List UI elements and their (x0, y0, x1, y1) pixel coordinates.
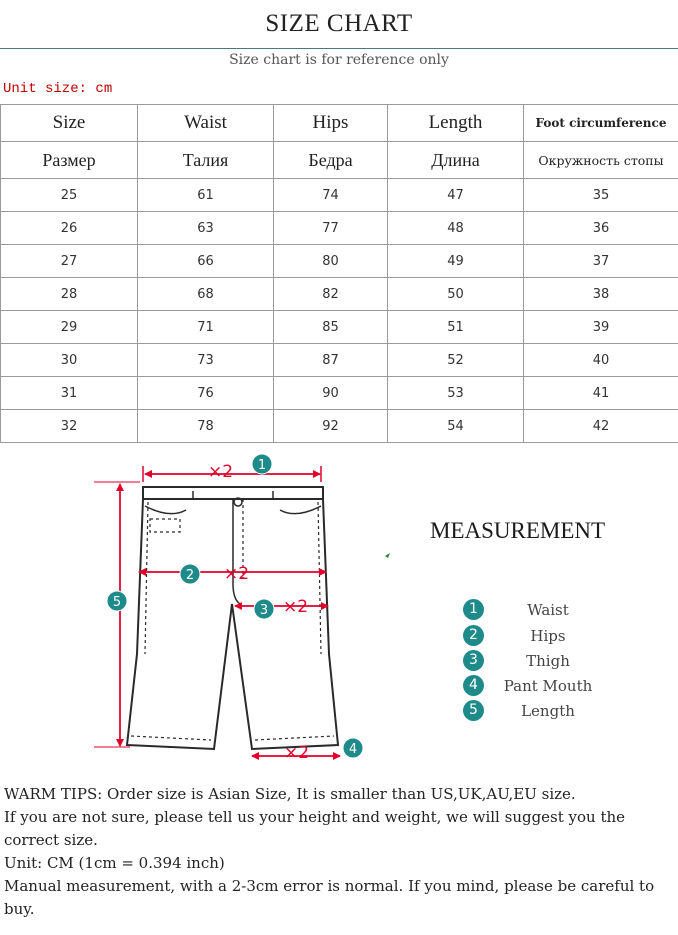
table-cell: 66 (138, 245, 274, 278)
table-cell: 47 (388, 179, 524, 212)
table-cell: 87 (274, 344, 388, 377)
table-row (1, 377, 678, 410)
table-cell: 25 (1, 179, 138, 212)
table-cell: 28 (1, 278, 138, 311)
table-cell: 74 (274, 179, 388, 212)
table-row (1, 344, 678, 377)
table-cell: 71 (138, 311, 274, 344)
title-divider (0, 48, 678, 49)
page-subtitle: Size chart is for reference only (229, 52, 449, 68)
table-cell: 41 (524, 377, 678, 410)
table-cell: 48 (388, 212, 524, 245)
table-cell: 51 (388, 311, 524, 344)
marker-mouth: 4 (348, 742, 358, 757)
table-row (1, 311, 678, 344)
header-cell: Foot circumference (524, 105, 678, 142)
header-cell: Размер (1, 142, 138, 179)
table-cell: 73 (138, 344, 274, 377)
legend-label: Hips (530, 627, 566, 645)
unit-label: Unit size: cm (3, 81, 113, 97)
table-cell: 37 (524, 245, 678, 278)
table-row (1, 278, 678, 311)
table-cell: 27 (1, 245, 138, 278)
table-header-en (1, 105, 678, 142)
table-cell: 36 (524, 212, 678, 245)
table-cell: 61 (138, 179, 274, 212)
tip-line: Unit: CM (1cm = 0.394 inch) (4, 854, 225, 872)
legend-number-badge: 5 (463, 700, 484, 721)
header-cell: Length (388, 105, 524, 142)
marker-hips: 2 (185, 568, 195, 583)
legend-item-length (463, 700, 663, 722)
table-cell: 82 (274, 278, 388, 311)
table-cell: 52 (388, 344, 524, 377)
header-cell: Талия (138, 142, 274, 179)
waist-multiplier: ×2 (208, 462, 234, 482)
table-cell: 32 (1, 410, 138, 443)
legend-number-badge: 2 (463, 625, 484, 646)
legend-number-badge: 3 (463, 650, 484, 671)
warm-tips (4, 783, 676, 921)
table-cell: 53 (388, 377, 524, 410)
measurement-title: MEASUREMENT (430, 518, 606, 543)
marker-waist: 1 (257, 458, 267, 473)
table-row (1, 410, 678, 443)
tip-line: Manual measurement, with a 2-3cm error is normal. If you mind, please be careful to buy. (4, 877, 655, 918)
table-cell: 38 (524, 278, 678, 311)
table-cell: 76 (138, 377, 274, 410)
table-cell: 80 (274, 245, 388, 278)
green-tick-icon (385, 553, 390, 558)
marker-length: 5 (112, 595, 122, 610)
table-row (1, 245, 678, 278)
thigh-multiplier: ×2 (283, 597, 309, 617)
tip-line: WARM TIPS: Order size is Asian Size, It is smaller than US,UK,AU,EU size. (4, 785, 576, 803)
table-cell: 50 (388, 278, 524, 311)
table-cell: 49 (388, 245, 524, 278)
header-cell: Waist (138, 105, 274, 142)
table-cell: 92 (274, 410, 388, 443)
header-cell: Hips (274, 105, 388, 142)
page-title: SIZE CHART (265, 10, 413, 37)
size-table (0, 104, 678, 443)
header-cell: Бедра (274, 142, 388, 179)
table-cell: 54 (388, 410, 524, 443)
table-cell: 63 (138, 212, 274, 245)
legend-item-pant-mouth (463, 675, 663, 697)
table-row (1, 179, 678, 212)
shorts-outline (127, 487, 338, 749)
legend-label: Thigh (526, 652, 570, 670)
legend-label: Pant Mouth (503, 677, 593, 695)
table-cell: 68 (138, 278, 274, 311)
header-cell: Size (1, 105, 138, 142)
legend-label: Length (521, 702, 575, 720)
table-cell: 85 (274, 311, 388, 344)
table-cell: 35 (524, 179, 678, 212)
table-cell: 40 (524, 344, 678, 377)
table-cell: 90 (274, 377, 388, 410)
table-cell: 30 (1, 344, 138, 377)
table-row (1, 212, 678, 245)
hips-multiplier: ×2 (224, 564, 250, 584)
header-cell: Длина (388, 142, 524, 179)
table-cell: 77 (274, 212, 388, 245)
header-cell: Окружность стопы (524, 142, 678, 179)
legend-item-waist (463, 599, 663, 621)
legend-item-hips (463, 625, 663, 647)
table-cell: 31 (1, 377, 138, 410)
table-cell: 78 (138, 410, 274, 443)
marker-thigh: 3 (259, 603, 269, 618)
legend-item-thigh (463, 650, 663, 672)
legend-number-badge: 1 (463, 599, 484, 620)
tip-line: If you are not sure, please tell us your height and weight, we will suggest you the correct size. (4, 808, 626, 849)
table-header-ru (1, 142, 678, 179)
table-cell: 29 (1, 311, 138, 344)
legend-number-badge: 4 (463, 675, 484, 696)
legend-label: Waist (527, 601, 569, 619)
table-cell: 26 (1, 212, 138, 245)
table-cell: 39 (524, 311, 678, 344)
table-cell: 42 (524, 410, 678, 443)
mouth-multiplier: ×2 (284, 743, 310, 763)
